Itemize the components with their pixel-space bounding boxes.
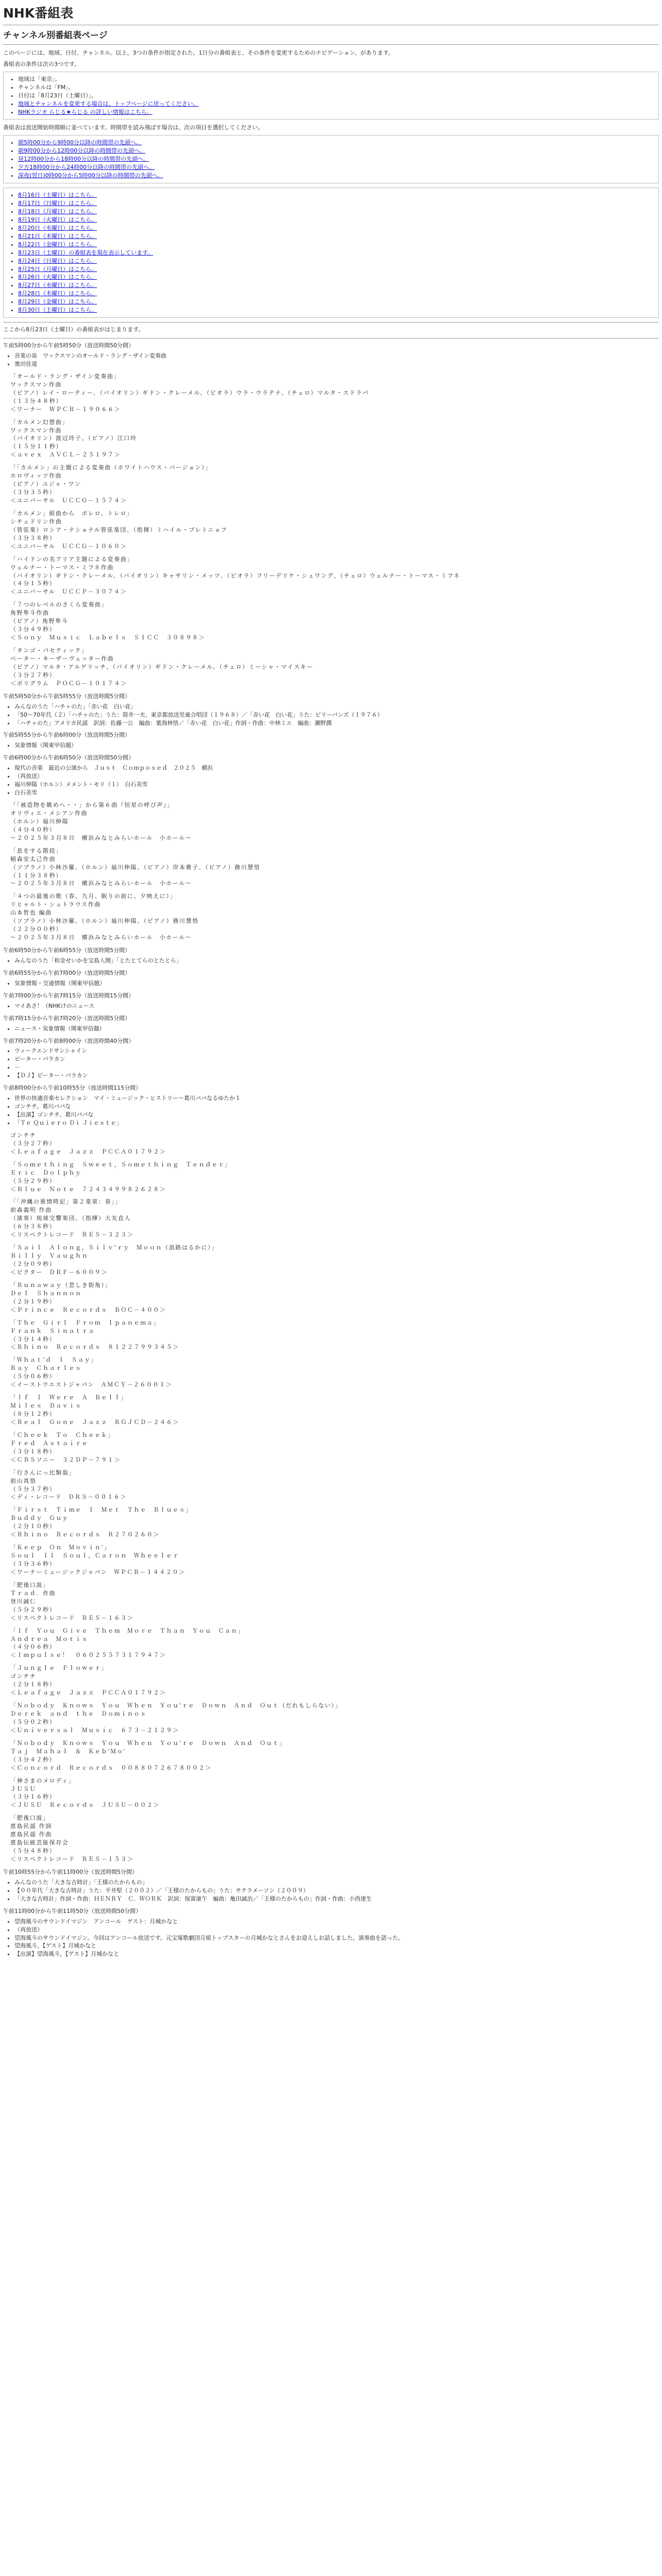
song-list bbox=[3, 1131, 659, 1863]
song-line: 「Ｉｆ Ｉ Ｗｅｒｅ Ａ Ｂｅｌｌ」 bbox=[10, 1394, 127, 1401]
song-line: ＜ワーナーミュージックジャパン ＷＰＣＲ－１４４２０＞ bbox=[10, 1568, 186, 1575]
song-entry bbox=[10, 1131, 659, 1156]
song-line: 「Ｊｕｎｇｌｅ Ｆｌｏｗｅｒ」 bbox=[10, 1665, 108, 1672]
song-line: Ｆｒｅｄ Ａｓｔａｉｒｅ bbox=[10, 1439, 89, 1447]
song-line: 「「カルメン」の主題による変奏曲（ホワイトハウス・バージョン）」 bbox=[10, 464, 212, 471]
song-line: （管弦楽）ロシア・ナショナル管弦楽団、（指揮）ミハイル・プレトニョフ bbox=[10, 526, 228, 533]
song-line: ＜ワーナー ＷＰＣＲ－１９０６６＞ bbox=[10, 405, 121, 413]
song-line: （１１分３８秒） bbox=[10, 872, 62, 879]
song-entry bbox=[10, 1469, 659, 1502]
date-link[interactable]: 8月29日（金曜日）はこちら。 bbox=[18, 298, 97, 306]
intro-text: このページには、地域、日付、チャンネル、以上、3つの条件が指定された、1日分の番組表と、その条件を変更するためのナビゲーション、があります。 bbox=[3, 49, 394, 56]
song-line: ＜ユニバーサル ＵＣＣＧ－１５７４＞ bbox=[10, 497, 127, 504]
song-entry bbox=[10, 1814, 659, 1863]
condition-item: • チャンネルは「FM」。 bbox=[18, 83, 655, 92]
song-line: 「息をする階段」 bbox=[10, 847, 62, 854]
song-line: 「オールド・ラング・ザイン変奏曲」 bbox=[10, 372, 120, 380]
song-line: Ｅｒｉｃ Ｄｏｌｐｈｙ bbox=[10, 1169, 82, 1176]
program-detail-item: • 「50～70年代（２）「ハチヶのた」うた：筒井一夫、東京都放送児童合唱団（１９６８）／「赤い花 白い花」うた：ビリーバンズ（１９７６） bbox=[14, 711, 659, 719]
program-detail-item: • みんなのうた「和金せいかを宝島人間」「とたとてらのとたとら」 bbox=[14, 957, 659, 965]
song-entry bbox=[10, 372, 659, 414]
program-time: 午前10時55分から午前11時00分（放送時間5分間） bbox=[3, 1868, 138, 1875]
song-line: （ピアノ）ユジャ・ワン bbox=[10, 481, 81, 488]
program-time: 午前6時50分から午前6時55分（放送時間5分間） bbox=[3, 947, 130, 954]
song-line: 恵島伝統芸能保存会 bbox=[10, 1839, 69, 1846]
song-line: ゴンチチ bbox=[10, 1131, 37, 1139]
song-line: 「行さんにっ比類翁」 bbox=[10, 1469, 75, 1476]
song-line: Ｒａｙ Ｃｈａｒｌｅｓ bbox=[10, 1365, 82, 1372]
date-link[interactable]: 8月19日（火曜日）はこちら。 bbox=[18, 216, 97, 223]
song-entry bbox=[10, 892, 659, 942]
song-entry bbox=[10, 1627, 659, 1660]
song-line: （６分３８秒） bbox=[10, 1223, 56, 1230]
song-line: 「肥後口説」 bbox=[10, 1815, 49, 1822]
song-line: ＜Ｃｏｎｃｏｒｄ Ｒｅｃｏｒｄｓ ００８８０７２６７８００２＞ bbox=[10, 1764, 212, 1771]
song-entry bbox=[10, 555, 659, 597]
date-link[interactable]: 8月16日（土曜日）はこちら。 bbox=[18, 192, 97, 199]
program-detail-item: • 【ＤＪ】ピーター・バラカン bbox=[14, 1072, 659, 1080]
timeslot-link[interactable]: 朝9時00分から12時00分以降の時間帯の先頭へ。 bbox=[18, 147, 145, 155]
song-line: ＜ビクター ＤＲＦ－６００９＞ bbox=[10, 1268, 108, 1276]
divider bbox=[3, 322, 659, 323]
program-details bbox=[3, 703, 659, 727]
song-line: （３分３５秒） bbox=[10, 489, 56, 496]
song-line: 登川誠仁 bbox=[10, 1598, 37, 1605]
song-line: ＜イーストウエストジャパン ＡＭＣＹ－２６００１＞ bbox=[10, 1381, 173, 1388]
song-line: 恵島民謡 作曲 bbox=[10, 1831, 52, 1838]
song-entry bbox=[10, 1281, 659, 1314]
song-line: ＜Ｒｈｉｎｏ Ｒｅｃｏｒｄｓ ８１２２７９９３４５＞ bbox=[10, 1344, 179, 1351]
song-line: 「Ｉｆ Ｙｏｕ Ｇｉｖｅ Ｔｈｅｍ Ｍｏｒｅ Ｔｈａｎ Ｙｏｕ Ｃａｎ」 bbox=[10, 1627, 244, 1634]
song-line: ＜Ｂｌｕｅ Ｎｏｔｅ ７２４３４９９８２６２８＞ bbox=[10, 1185, 167, 1193]
date-link[interactable]: 8月26日（火曜日）はこちら。 bbox=[18, 274, 97, 281]
program-details bbox=[3, 1094, 659, 1127]
song-line: （５分２９秒） bbox=[10, 1177, 56, 1184]
song-line: 「７つのレベルのさくら変奏曲」 bbox=[10, 601, 108, 608]
program-time: 午前11時00分から午前11時50分（放送時間50分間） bbox=[3, 1907, 141, 1914]
song-line: 前森義明 作曲 bbox=[10, 1207, 52, 1214]
song-line: 「Ｗｈａｔ’ｄ Ｉ Ｓａｙ」 bbox=[10, 1357, 97, 1364]
program-detail-item: • 【出演】望海風斗，【ゲスト】月城かなと bbox=[14, 1950, 659, 1958]
condition-item: • 地域は「東京」。 bbox=[18, 75, 655, 83]
program-detail-item: • （再放送） bbox=[14, 1926, 659, 1934]
site-title: NHK番組表 bbox=[3, 4, 659, 25]
song-line: ＜Ｒｅａｌ Ｇｏｎｅ Ｊａｚｚ ＲＧＪＣＤ－２４６＞ bbox=[10, 1418, 179, 1426]
song-line: 前山真悟 bbox=[10, 1477, 37, 1484]
program-detail-item: • みんなのうた「ハチヶのた」「赤い花 白い花」 bbox=[14, 703, 659, 711]
song-line: （３分１６秒） bbox=[10, 1793, 56, 1801]
song-entry bbox=[10, 1702, 659, 1735]
song-line: （２分１０秒） bbox=[10, 1523, 56, 1530]
program-detail-item: • － bbox=[14, 1063, 659, 1072]
song-entry bbox=[10, 1431, 659, 1464]
song-line: Ｆｒａｎｋ Ｓｉｎａｔｒａ bbox=[10, 1327, 95, 1334]
song-line: 「Ｓａｉｌ Ａｌｏｎｇ，Ｓｉｌｖ’ｒｙ Ｍｏｏｎ（浪路はるかに）」 bbox=[10, 1244, 218, 1251]
song-entry bbox=[10, 847, 659, 888]
program-detail-item: • 福川伸陽（ホルン）メメント・モリ（１） 白石美雪 bbox=[14, 781, 659, 789]
program-detail-item: • マイあさ！（NHKけのニュース bbox=[14, 1002, 659, 1010]
program-time: 午前5時00分から午前5時50分（放送時間50分間） bbox=[3, 342, 134, 349]
date-link[interactable]: 8月27日（水曜日）はこちら。 bbox=[18, 282, 97, 289]
song-entry bbox=[10, 1356, 659, 1389]
song-line: 稲森安太己作曲 bbox=[10, 855, 56, 862]
song-line: （ソプラノ）小林沙羅、（ホルン）福川伸陽、（ピアノ）務川慧悟 bbox=[10, 918, 199, 925]
song-line: ホロヴィッツ作曲 bbox=[10, 472, 62, 480]
date-link[interactable]: 8月24日（日曜日）はこちら。 bbox=[18, 257, 97, 264]
song-line: 「Ｎｏｂｏｄｙ Ｋｎｏｗｓ Ｙｏｕ Ｗｈｅｎ Ｙｏｕ’ｒｅ Ｄｏｗｎ Ａｎｄ Ｏｕｔ」 bbox=[10, 1739, 286, 1747]
program-schedule bbox=[3, 342, 659, 1958]
song-line: 「「被造物を眺めへ・・」から第６曲『恒星の呼び声』」 bbox=[10, 802, 174, 809]
condition-link-item bbox=[18, 108, 655, 116]
condition-item: • 日付は「8月23日（土曜日）」。 bbox=[18, 92, 655, 100]
program-detail-item: • みんなのうた「大きな古時計」「王様のたからもの」 bbox=[14, 1878, 659, 1887]
program-details bbox=[3, 1047, 659, 1080]
program-detail-item: • 【００年代「大きな古時計」うた：平井堅（２００２）／「王様のたからもの」うた：サクラメーソン（２００９） bbox=[14, 1887, 659, 1895]
song-line: ＜ＪＵＳＵ Ｒｅｃｏｒｄｓ ＪＵＳＵ－００２＞ bbox=[10, 1802, 160, 1809]
program-details bbox=[3, 1025, 659, 1033]
song-line: オリヴィエ・メシアン作曲 bbox=[10, 809, 88, 817]
date-nav bbox=[3, 188, 659, 318]
program-details bbox=[3, 352, 659, 368]
program-detail-item: • 気象情報（関東甲信越） bbox=[14, 741, 659, 750]
program-detail-item: • 気象情報・交通情報（関東甲信越） bbox=[14, 979, 659, 988]
program-detail-item: • 望海風斗，【ゲスト】月城かなと bbox=[14, 1942, 659, 1950]
song-entry bbox=[10, 1777, 659, 1810]
program-time: 午前5時55分から午前6時00分（放送時間5分間） bbox=[3, 732, 130, 739]
song-entry bbox=[10, 647, 659, 688]
song-line: Ｓｏｕｌ ＩＩ Ｓｏｕｌ，Ｃａｒｏｎ Ｗｈｅｅｌｅｒ bbox=[10, 1552, 179, 1560]
song-line: 「Ｓｏｍｅｔｈｉｎｇ Ｓｗｅｅｔ，Ｓｏｍｅｔｈｉｎｇ Ｔｅｎｄｅｒ」 bbox=[10, 1161, 231, 1168]
song-line: ＜Ｌｅａｆａｇｅ Ｊａｚｚ ＰＣＣＡ０１７９２＞ bbox=[10, 1148, 167, 1155]
program-details bbox=[3, 741, 659, 750]
song-line: ～２０２５年３月８日 横浜みなとみらいホール 小ホール～ bbox=[10, 934, 192, 941]
song-line: 恵島民謡 作詞 bbox=[10, 1823, 52, 1830]
back-to-top-link[interactable]: 地域とチャンネルを変更する場合は、トップページに戻ってください。 bbox=[18, 100, 199, 107]
program-detail-item: • 「大きな古時計」作詞・作曲：ＨＥＮＲＹ Ｃ．ＷＯＲＫ 訳詞：保富康午 編曲：亀田誠治／「王様のたからもの」作詞・作曲：小西達生 bbox=[14, 1895, 659, 1903]
song-line: Ｄｅｌ Ｓｈａｎｎｏｎ bbox=[10, 1290, 82, 1297]
song-line: ＜Ｒｈｉｎｏ Ｒｅｃｏｒｄｓ Ｒ２７０２６０＞ bbox=[10, 1531, 160, 1538]
program-details bbox=[3, 957, 659, 965]
program-detail-item: • 望海風斗のサウンドイマジン アンコール ゲスト：月城かなと bbox=[14, 1918, 659, 1926]
program-detail-item: • 【出演】ゴンチチ、葛川パパな bbox=[14, 1111, 659, 1119]
song-line: Ａｎｄｒｅａ Ｍｏｔｉｓ bbox=[10, 1635, 89, 1642]
timeslot-link[interactable]: 昼12時00分から18時00分以降の時間帯の先頭へ。 bbox=[18, 156, 149, 163]
song-line: ＜ａｖｅｘ ＡＶＣＬ－２５１９７＞ bbox=[10, 451, 121, 459]
song-entry bbox=[10, 1198, 659, 1239]
program-time: 午前8時00分から午前10時55分（放送時間115分間） bbox=[3, 1084, 141, 1092]
song-entry bbox=[10, 601, 659, 642]
song-line: 「Ｎｏｂｏｄｙ Ｋｎｏｗｓ Ｙｏｕ Ｗｈｅｎ Ｙｏｕ’ｒｅ Ｄｏｗｎ Ａｎｄ Ｏｕｔ（だれもしらない）」 bbox=[10, 1702, 342, 1709]
song-line: （４分４０秒） bbox=[10, 826, 56, 833]
song-line: 「Ｔｈｅ Ｇｉｒｌ Ｆｒｏｍ Ｉｐａｎｅｍａ」 bbox=[10, 1319, 160, 1326]
program-time: 午前7時20分から午前8時00分（放送時間40分間） bbox=[3, 1037, 134, 1044]
timeslot-heading: 番組表は放送開始時間順に並べています。時間帯を読み飛ばす場合は、次の項目を選択してください。 bbox=[3, 124, 264, 131]
timeslot-link[interactable]: 朝5時00分から9時00分以降の時間帯の先頭へ。 bbox=[18, 139, 142, 146]
song-line: （１３分４８秒） bbox=[10, 397, 62, 404]
song-entry bbox=[10, 1506, 659, 1539]
song-line: （５分０２秒） bbox=[10, 1718, 56, 1725]
song-line: （２分１９秒） bbox=[10, 1298, 56, 1305]
date-link[interactable]: 8月30日（土曜日）はこちら。 bbox=[18, 307, 97, 314]
song-line: 「タンゴ・パセティック」 bbox=[10, 647, 88, 654]
song-line: （４分１５秒） bbox=[10, 580, 56, 587]
song-line: ＜ボリグラム ＰＯＣＧ－１０１７４＞ bbox=[10, 680, 127, 687]
song-entry bbox=[10, 801, 659, 842]
song-line: 「神さまのメロディ」 bbox=[10, 1777, 75, 1784]
song-line: （５分０６秒） bbox=[10, 1373, 56, 1380]
song-line: （３分４２秒） bbox=[10, 1756, 56, 1763]
song-list bbox=[3, 801, 659, 942]
song-line: （ピアノ）角野隼斗 bbox=[10, 618, 69, 625]
song-line: （３分３８秒） bbox=[10, 534, 56, 541]
song-line: 「Ｃｈｅｅｋ Ｔｏ Ｃｈｅｅｋ」 bbox=[10, 1431, 114, 1438]
song-line: （３分１４秒） bbox=[10, 1335, 56, 1343]
program-detail-item: • 奥田佳道 bbox=[14, 360, 659, 368]
timeslot-nav bbox=[3, 135, 659, 183]
date-link[interactable]: 8月18日（月曜日）はこちら。 bbox=[18, 208, 97, 215]
song-line: （ソプラノ）小林沙羅、（ホルン）福川伸陽、（ピアノ）岸本雅子、（ピアノ）務川慧悟 bbox=[10, 863, 261, 871]
program-detail-item: • ピーター・バラカン bbox=[14, 1055, 659, 1063]
song-line: 「Ｆｉｒｓｔ Ｔｉｍｅ Ｉ Ｍｅｔ Ｔｈｅ Ｂｌｕｅｓ」 bbox=[10, 1506, 192, 1514]
song-entry bbox=[10, 464, 659, 505]
conditions-list bbox=[3, 72, 659, 120]
program-details bbox=[3, 979, 659, 988]
song-line: 「肥後口説」 bbox=[10, 1581, 49, 1588]
song-line: ウェルナー・トーマス・ミフネ作曲 bbox=[10, 564, 114, 571]
program-detail-item: • ニュース・気象情報（関東甲信越） bbox=[14, 1025, 659, 1033]
song-entry bbox=[10, 1581, 659, 1622]
date-link[interactable]: 8月21日（木曜日）はこちら。 bbox=[18, 232, 97, 240]
song-line: （３分１８秒） bbox=[10, 1448, 56, 1455]
song-line: （４分０６秒） bbox=[10, 1643, 56, 1651]
program-details bbox=[3, 1878, 659, 1903]
program-detail-item: • 音楽の泉 ワックスマンのオールド・ラング・ザイン変奏曲 bbox=[14, 352, 659, 360]
program-details bbox=[3, 764, 659, 797]
song-line: 山本哲也 編曲 bbox=[10, 909, 52, 917]
song-line: （５分２９秒） bbox=[10, 1606, 56, 1613]
song-entry bbox=[10, 418, 659, 460]
song-line: ～２０２５年３月８日 横浜みなとみらいホール 小ホール～ bbox=[10, 834, 192, 841]
page-title: チャンネル別番組表ページ bbox=[3, 29, 659, 45]
song-line: ＜ＣＢＳソニー ３２ＤＰ－７９１＞ bbox=[10, 1456, 121, 1463]
song-line: （演奏）琉球交響楽団、（指揮）大友直人 bbox=[10, 1215, 131, 1222]
program-detail-item: • ゴンチチ、葛川パパな bbox=[14, 1103, 659, 1111]
song-line: （５分３７秒） bbox=[10, 1485, 56, 1493]
song-line: ＜Ｓｏｎｙ Ｍｕｓｉｃ Ｌａｂｅｌｓ ＳＩＣＣ ３０８９８＞ bbox=[10, 634, 205, 641]
song-line: ＪＵＳＵ bbox=[10, 1785, 37, 1792]
song-line: （ホルン）福川伸陽 bbox=[10, 818, 69, 825]
date-link[interactable]: 8月25日（月曜日）はこちら。 bbox=[18, 265, 97, 273]
radiru-info-link[interactable]: NHKラジオ らじる★らじる の詳しい情報はこちら。 bbox=[18, 108, 153, 115]
song-line: ＜リスペクトレコード ＲＥＳ－３２３＞ bbox=[10, 1231, 134, 1239]
song-line: （ピアノ）レイ・ローティー、（バイオリン）ギドン・クレーメル、（ビオラ）ウラ・ウラテナ、（チェロ）マルタ・スドラバ bbox=[10, 389, 369, 396]
song-line: （２分１８秒） bbox=[10, 1681, 56, 1688]
conditions-heading: 番組表の条件は次の3つです。 bbox=[3, 60, 80, 67]
song-entry bbox=[10, 1244, 659, 1277]
song-line: ＜ユニバーサル ＵＣＣＰ－３０７４＞ bbox=[10, 588, 127, 596]
song-line: ペーター・キーザーヴェッター作曲 bbox=[10, 655, 114, 662]
song-line: （３分３６秒） bbox=[10, 1561, 56, 1568]
song-line: ＜ユニバーサル ＵＣＣＧ－１０６０＞ bbox=[10, 543, 127, 550]
program-detail-item: • 世界の快適音楽セレクション マイ・ミュージック・ヒストリー～葛川パパなるゆたか１ bbox=[14, 1094, 659, 1103]
song-line: ＜Ｕｎｉｖｅｒｓａｌ Ｍｕｓｉｃ ６７３－２１２９＞ bbox=[10, 1726, 179, 1734]
song-line: ＜ディ・レコード ＤＲＳ－００１６＞ bbox=[10, 1494, 127, 1501]
song-line: （２分０９秒） bbox=[10, 1261, 56, 1268]
song-line: 角野隼斗作曲 bbox=[10, 609, 49, 617]
program-details bbox=[3, 1918, 659, 1959]
song-line: （ピアノ）マルタ・アルゲリッチ、（バイオリン）ギドン・クレーメル、（チェロ）ミーシャ・マイスキー bbox=[10, 663, 313, 670]
song-line: Ｔｒａｄ．作曲 bbox=[10, 1589, 56, 1597]
song-line: Ｍｉｌｅｓ Ｄａｖｉｓ bbox=[10, 1402, 82, 1410]
date-link[interactable]: 8月20日（水曜日）はこちら。 bbox=[18, 224, 97, 231]
program-detail-item: • 「Ｔｅ Ｑｕｉｅｒｏ Ｄｉ Ｊｉｅｓｔｅ」 bbox=[14, 1119, 659, 1127]
song-line: （２２分００秒） bbox=[10, 926, 62, 933]
song-line: 「Ｋｅｅｐ Ｏｎ Ｍｏｖｉｎ’」 bbox=[10, 1544, 111, 1551]
program-time: 午前7時00分から午前7時15分（放送時間15分間） bbox=[3, 992, 134, 999]
song-line: ＜Ｌｅａｆａｇｅ Ｊａｚｚ ＰＣＣＡ０１７９２＞ bbox=[10, 1689, 167, 1697]
program-details bbox=[3, 1002, 659, 1010]
song-line: ゴンチチ bbox=[10, 1673, 37, 1680]
program-time: 午前6時00分から午前6時50分（放送時間50分間） bbox=[3, 754, 134, 761]
song-entry bbox=[10, 1161, 659, 1194]
song-entry bbox=[10, 1664, 659, 1697]
program-time: 午前6時55分から午前7時00分（放送時間5分間） bbox=[3, 969, 130, 976]
song-line: ＜リスペクトレコード ＲＥＳ－１６３＞ bbox=[10, 1614, 134, 1621]
song-line: Ｂｉｌｌｙ Ｖａｕｇｈｎ bbox=[10, 1252, 89, 1260]
song-entry bbox=[10, 510, 659, 551]
song-entry bbox=[10, 1319, 659, 1352]
date-link[interactable]: 8月17日（日曜日）はこちら。 bbox=[18, 200, 97, 207]
program-time: 午前5時50分から午前5時55分（放送時間5分間） bbox=[3, 692, 130, 700]
song-line: Ｂｕｄｄｙ Ｇｕｙ bbox=[10, 1515, 69, 1522]
song-line: ～２０２５年３月８日 横浜みなとみらいホール 小ホール～ bbox=[10, 880, 192, 887]
song-line: シチェドリン作曲 bbox=[10, 518, 62, 525]
program-detail-item: • 現代の音楽 最近の公演から Ｊｕｓｔ Ｃｏｍｐｏｓｅｄ ２０２５ 横浜 bbox=[14, 764, 659, 772]
song-line: ワックスマン作曲 bbox=[10, 427, 62, 434]
song-line: 「「沖縄の慕情時記」第２楽章：春」」 bbox=[10, 1198, 122, 1206]
date-link[interactable]: 8月28日（木曜日）はこちら。 bbox=[18, 290, 97, 297]
song-line: 「Ｒｕｎａｗａｙ（悲しき街角）」 bbox=[10, 1281, 112, 1289]
program-detail-item: • （再放送） bbox=[14, 772, 659, 781]
song-line: 「４つの最後の歌（春、九月、眠りの前に、夕映えに）」 bbox=[10, 893, 177, 900]
song-line: 「ハイドンの名アリア主題による変奏曲」 bbox=[10, 555, 134, 563]
timeslot-link[interactable]: 夕方18時00分から24時00分以降の時間帯の先頭へ。 bbox=[18, 164, 155, 171]
song-line: （８分１２秒） bbox=[10, 1411, 56, 1418]
song-line: ワックスマン作曲 bbox=[10, 381, 62, 388]
song-line: Ｔａｊ Ｍａｈａｌ ＆ Ｋｅｂ’Ｍｏ’ bbox=[10, 1748, 126, 1755]
song-line: （バイオリン）ギドン・クレーメル、（バイオリン）キャサリン・メッツ、（ビオラ）フリーデリケ・シュワング、（チェロ）ウェルナー・トーマス・ミフネ bbox=[10, 572, 460, 579]
schedule-start-text: ここから8月23日（土曜日）の番組表がはじまります。 bbox=[3, 326, 144, 333]
song-line: ＜Ｉｍｐｕｌｓｅ！ ０６０２５５７３１７９４７＞ bbox=[10, 1652, 167, 1659]
condition-link-item bbox=[18, 100, 655, 108]
song-line: ＜Ｐｒｉｎｃｅ Ｒｅｃｏｒｄｓ ＢＯＣ－４００＞ bbox=[10, 1306, 167, 1313]
song-line: リヒャルト・シュトラウス作曲 bbox=[10, 901, 101, 908]
song-line: （３分４９秒） bbox=[10, 626, 56, 633]
program-detail-item: • 白石美雪 bbox=[14, 789, 659, 797]
song-entry bbox=[10, 1394, 659, 1427]
program-detail-item: • 「ハチヶのた」アメリカ民謡 訳詞：佐藤一公 編曲：葉海林悟／「赤い花 白い花」作詞・作曲：中林ミエ 編曲：瀬野潤 bbox=[14, 719, 659, 727]
song-line: （バイオリン）渡辺玲子、（ピアノ）江口玲 bbox=[10, 435, 137, 442]
song-line: （３分２７秒） bbox=[10, 1140, 56, 1147]
date-link[interactable]: 8月22日（金曜日）はこちら。 bbox=[18, 241, 97, 248]
song-line: 「カルメン幻想曲」 bbox=[10, 418, 69, 426]
song-line: Ｄｅｒｅｋ ａｎｄ ｔｈｅ Ｄｏｍｉｎｏｓ bbox=[10, 1710, 147, 1718]
program-detail-item: • ウィークエンドサンシャイン bbox=[14, 1047, 659, 1055]
song-line: （３分２７秒） bbox=[10, 671, 56, 679]
song-line: （５分４８秒） bbox=[10, 1848, 56, 1855]
song-line: （１５分１１秒） bbox=[10, 443, 62, 450]
song-line: 「カルメン」組曲から ボレロ、トレロ」 bbox=[10, 510, 134, 517]
song-entry bbox=[10, 1739, 659, 1772]
program-time: 午前7時15分から午前7時20分（放送時間5分間） bbox=[3, 1014, 130, 1022]
song-line: ＜リスペクトレコード ＲＥＳ－１５３＞ bbox=[10, 1856, 134, 1863]
program-detail-item: • 望海風斗のサウンドイマジン。今回はアンコール放送です。元宝塚歌劇団月組トップスターの月城かなとさんをお迎えしお話しました。演奏曲を語った。 bbox=[14, 1934, 659, 1942]
date-link-current[interactable]: 8月23日（土曜日）の番組表を現在表示しています。 bbox=[18, 249, 154, 256]
timeslot-link[interactable]: 深夜(翌日)0時00分から5時00分以降の時間帯の先頭へ。 bbox=[18, 172, 163, 179]
song-list bbox=[3, 372, 659, 688]
song-entry bbox=[10, 1544, 659, 1577]
